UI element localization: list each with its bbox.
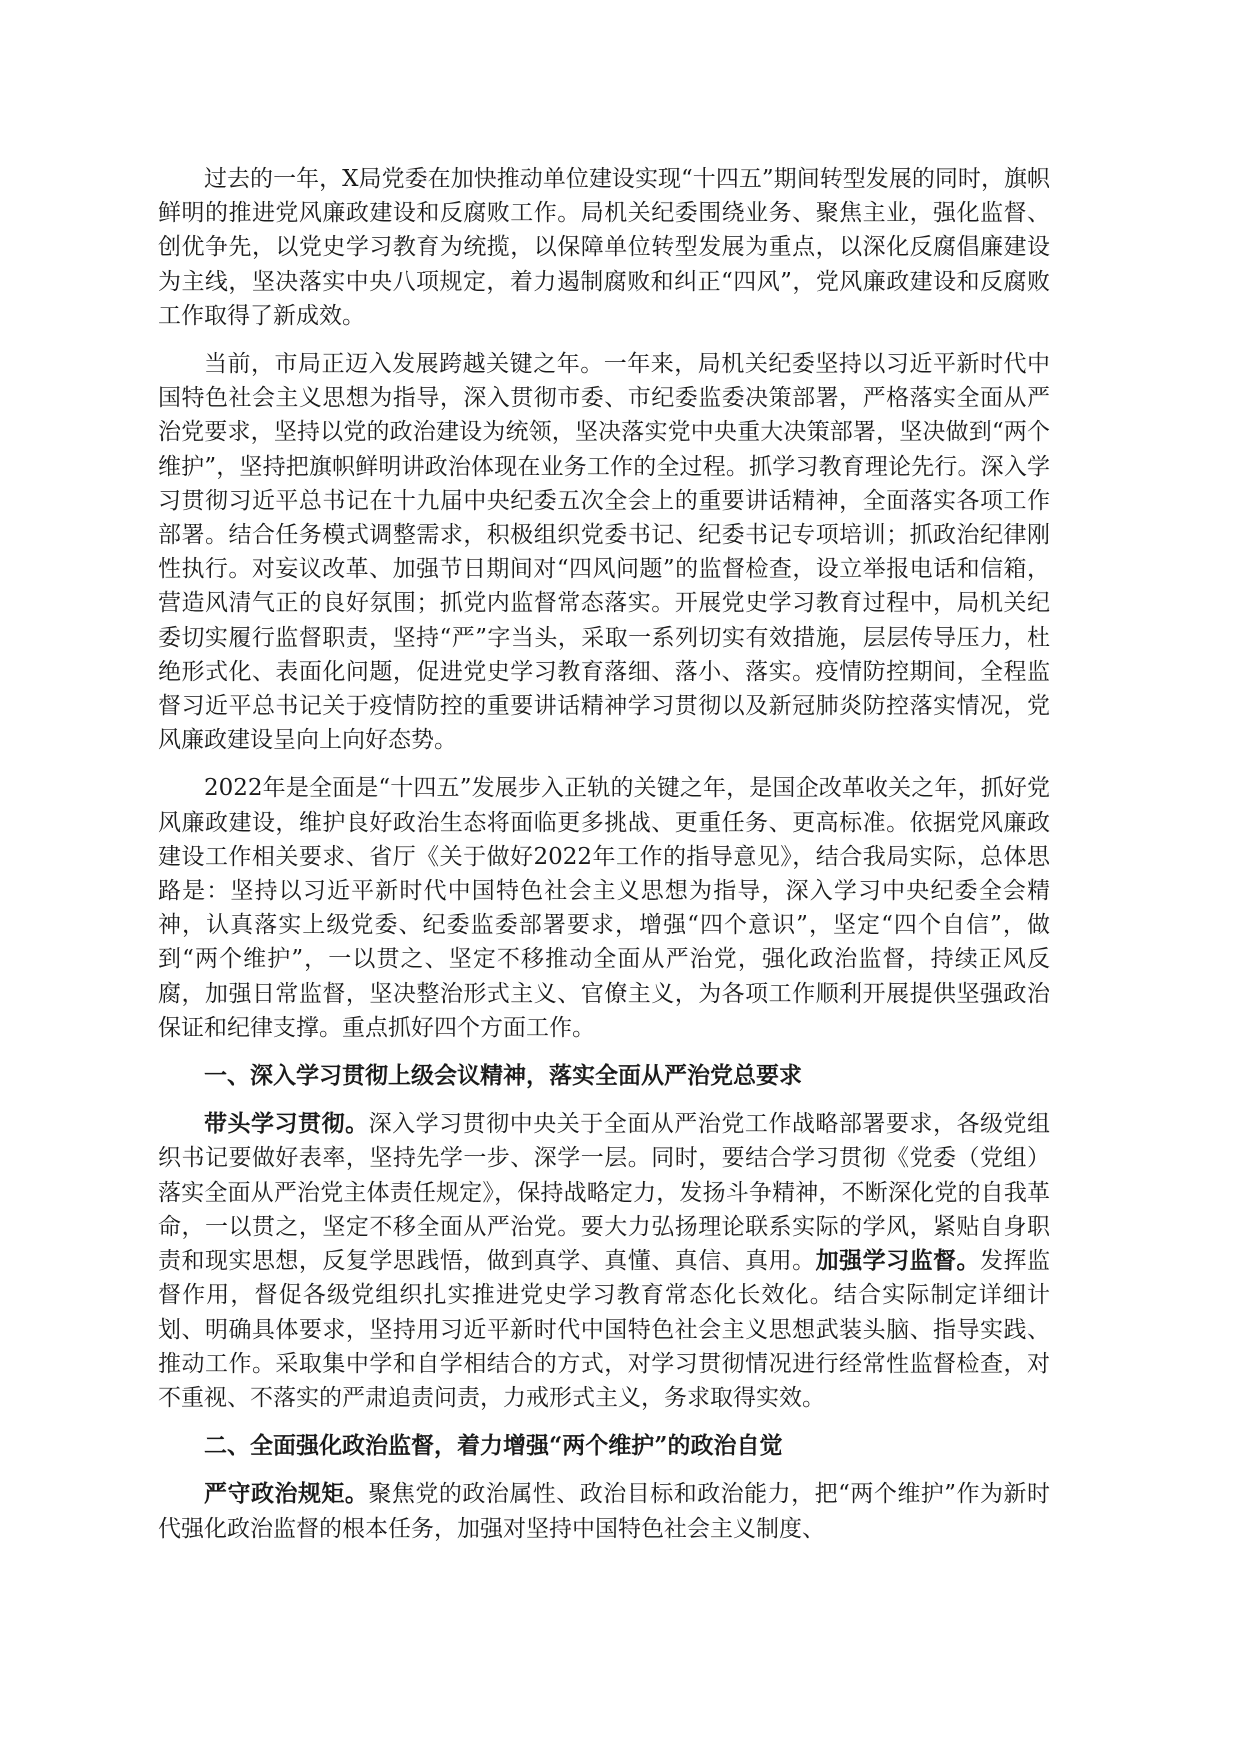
lead-study: 带头学习贯彻。 xyxy=(204,1110,369,1138)
text-study: 深入学习贯彻中央关于全面从严治党工作战略部署要求，各级党组织书记要做好表率，坚持先学一步、深学一层。同时，要结合学习贯彻《党委（党组）落实全面从严治党主体责任规定》，保持战略定力，发扬斗争精神，不断深化党的自我革命，一以贯之，坚定不移全面从严治党。要大力弘扬理论联系实际的学风，紧贴自身职责和现实思想，反复学思践悟，做到真学、真懂、真信、真用。 xyxy=(158,1111,1051,1275)
text-rules: 聚焦党的政治属性、政治目标和政治能力，把“两个维护”作为新时代强化政治监督的根本任务，加强对坚持中国特色社会主义制度、 xyxy=(158,1481,1050,1542)
section-2-paragraph xyxy=(158,1477,1050,1545)
document-page xyxy=(158,162,1050,1560)
text-supervision: 发挥监督作用，督促各级党组织扎实推进党史学习教育常态化长效化。结合实际制定详细计划、明确具体要求，坚持用习近平新时代中国特色社会主义思想武装头脑、指导实践、推动工作。采取集中学和自学相结合的方式，对学习贯彻情况进行经常性监督检查，对不重视、不落实的严肃追责问责，力戒形式主义，务求取得实效。 xyxy=(158,1248,1051,1411)
section-heading-1: 一、深入学习贯彻上级会议精神，落实全面从严治党总要求 xyxy=(204,1062,802,1090)
paragraph-outlook: 2022年是全面是“十四五”发展步入正轨的关键之年，是国企改革收关之年，抓好党风廉政建设，维护良好政治生态将面临更多挑战、更重任务、更高标准。依据党风廉政建设工作相关要求、省厅《关于做好2022年工作的指导意见》，结合我局实际，总体思路是：坚持以习近平新时代中国特色社会主义思想为指导，深入学习中央纪委全会精神，认真落实上级党委、纪委监委部署要求，增强“四个意识”，坚定“四个自信”，做到“两个维护”，一以贯之、坚定不移推动全面从严治党，强化政治监督，持续正风反腐，加强日常监督，坚决整治形式主义、官僚主义，为各项工作顺利开展提供坚强政治保证和纪律支撑。重点抓好四个方面工作。 xyxy=(158,775,1050,1041)
lead-supervision: 加强学习监督。 xyxy=(815,1247,981,1275)
section-heading-2: 二、全面强化政治监督，着力增强“两个维护”的政治自觉 xyxy=(204,1432,783,1460)
paragraph-review: 过去的一年，X局党委在加快推动单位建设实现“十四五”期间转型发展的同时，旗帜鲜明的推进党风廉政建设和反腐败工作。局机关纪委围绕业务、聚焦主业，强化监督、创优争先，以党史学习教育为统揽，以保障单位转型发展为重点，以深化反腐倡廉建设为主线，坚决落实中央八项规定，着力遏制腐败和纠正“四风”，党风廉政建设和反腐败工作取得了新成效。 xyxy=(158,166,1050,329)
lead-rules: 严守政治规矩。 xyxy=(204,1480,369,1508)
paragraph-current: 当前，市局正迈入发展跨越关键之年。一年来，局机关纪委坚持以习近平新时代中国特色社会主义思想为指导，深入贯彻市委、市纪委监委决策部署，严格落实全面从严治党要求，坚持以党的政治建设为统领，坚决落实党中央重大决策部署，坚决做到“两个维护”，坚持把旗帜鲜明讲政治体现在业务工作的全过程。抓学习教育理论先行。深入学习贯彻习近平总书记在十九届中央纪委五次全会上的重要讲话精神，全面落实各项工作部署。结合任务模式调整需求，积极组织党委书记、纪委书记专项培训；抓政治纪律刚性执行。对妄议改革、加强节日期间对“四风问题”的监督检查，设立举报电话和信箱，营造风清气正的良好氛围；抓党内监督常态落实。开展党史学习教育过程中，局机关纪委切实履行监督职责，坚持“严”字当头，采取一系列切实有效措施，层层传导压力，杜绝形式化、表面化问题，促进党史学习教育落细、落小、落实。疫情防控期间，全程监督习近平总书记关于疫情防控的重要讲话精神学习贯彻以及新冠肺炎防控落实情况，党风廉政建设呈向上向好态势。 xyxy=(158,351,1050,754)
section-1-paragraph xyxy=(158,1107,1050,1415)
